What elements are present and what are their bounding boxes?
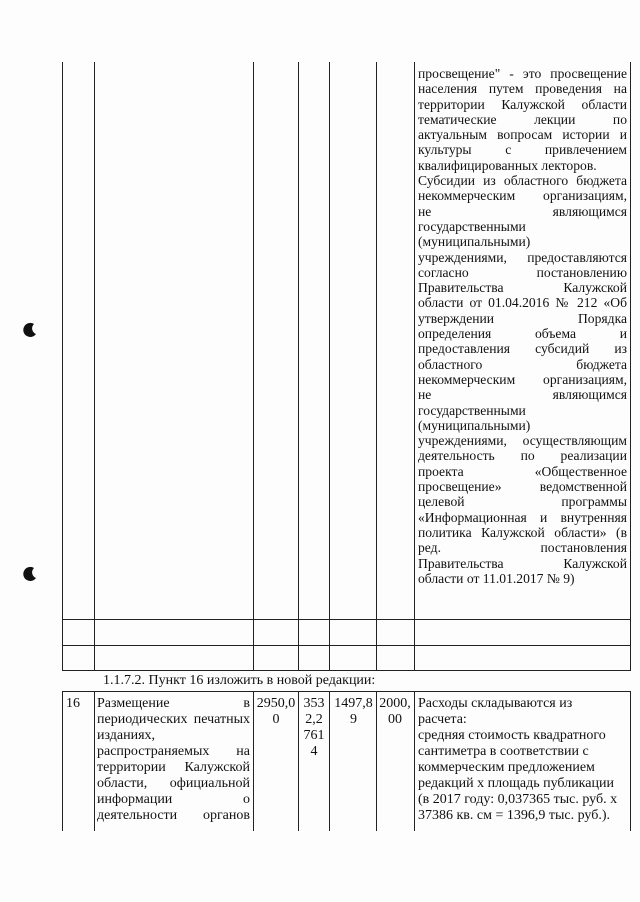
lower-table-col-divider-2 bbox=[253, 691, 254, 831]
text-line: Субсидии из областного бюджета bbox=[418, 173, 627, 189]
upper-table-border-right bbox=[630, 62, 631, 670]
text-line: утверждении Порядка bbox=[418, 310, 627, 326]
text-line: области от 11.01.2017 № 9) bbox=[418, 570, 575, 586]
text-line: населения путем проведения на bbox=[418, 81, 627, 97]
text-line: согласно постановлению bbox=[418, 264, 627, 280]
text-line: 2000, bbox=[379, 696, 411, 711]
text-line: Расходы складываются из bbox=[418, 696, 573, 711]
upper-table-col-divider-1 bbox=[94, 62, 95, 670]
upper-table-col-divider-2 bbox=[253, 62, 254, 670]
text-line: 0 bbox=[272, 712, 280, 727]
text-line: периодических печатных bbox=[97, 712, 250, 727]
text-line: области, официальной bbox=[97, 776, 250, 791]
text-line: 761 bbox=[303, 728, 325, 743]
text-line: (муниципальными) bbox=[418, 234, 531, 250]
text-line: (в 2017 году: 0,037365 тыс. руб. х bbox=[418, 792, 618, 807]
item-justification-cell bbox=[418, 696, 630, 824]
lower-table-border-left bbox=[62, 691, 63, 831]
text-line: государственными bbox=[418, 402, 526, 418]
text-line: некоммерческим организациям, bbox=[418, 371, 627, 387]
text-line: распространяемых на bbox=[97, 744, 250, 759]
text-line: области от 01.04.2016 № 212 «Об bbox=[418, 295, 627, 311]
text-line: учреждениями, осуществляющим bbox=[418, 433, 627, 449]
text-line: культуры с привлечением bbox=[418, 142, 627, 158]
text-line: предоставления субсидий из bbox=[418, 341, 627, 357]
text-line: актуальным вопросам истории и bbox=[418, 127, 627, 143]
upper-row-description bbox=[418, 66, 627, 586]
section-heading: 1.1.7.2. Пункт 16 изложить в новой редакции: bbox=[103, 673, 376, 688]
item-number-cell bbox=[66, 696, 92, 712]
text-line: «Информационная и внутренняя bbox=[418, 509, 627, 525]
item-total-cell bbox=[255, 696, 297, 728]
lower-table-col-divider-1 bbox=[94, 691, 95, 831]
text-line: учреждениями, предоставляются bbox=[418, 249, 627, 265]
lower-table-border-top bbox=[62, 691, 631, 692]
text-line: целевой программы bbox=[418, 494, 627, 510]
upper-table-row-divider-2 bbox=[62, 645, 631, 646]
text-line: изданиях, bbox=[97, 728, 156, 743]
text-line: Правительства Калужской bbox=[418, 555, 627, 571]
text-line: деятельность по реализации bbox=[418, 448, 627, 464]
text-line: ред. постановления bbox=[418, 540, 627, 556]
text-line: не являющимся bbox=[418, 387, 627, 403]
item-number: 16 bbox=[66, 696, 80, 711]
text-line: политика Калужской области» (в bbox=[418, 524, 627, 540]
text-line: государственными bbox=[418, 218, 526, 234]
binding-mark-icon bbox=[22, 566, 38, 582]
text-line: квалифицированных лекторов. bbox=[418, 157, 597, 173]
text-line: 00 bbox=[388, 712, 402, 727]
text-line: территории Калужской bbox=[97, 760, 250, 775]
item-2019-cell bbox=[377, 696, 413, 728]
upper-table-row-divider-1 bbox=[62, 619, 631, 620]
text-line: 37386 кв. см = 1396,9 тыс. руб.). bbox=[418, 808, 611, 823]
text-line: 353 bbox=[303, 696, 325, 711]
text-line: информации о bbox=[97, 792, 250, 807]
text-line: не являющимся bbox=[418, 203, 627, 219]
lower-table-col-divider-6 bbox=[414, 691, 415, 831]
text-line: территории Калужской области bbox=[418, 96, 627, 112]
upper-table-col-divider-5 bbox=[376, 62, 377, 670]
upper-table-col-divider-6 bbox=[414, 62, 415, 670]
upper-table-col-divider-4 bbox=[329, 62, 330, 670]
lower-table-col-divider-3 bbox=[298, 691, 299, 831]
text-line: 4 bbox=[310, 744, 318, 759]
text-line: сантиметра в соответствии с bbox=[418, 744, 589, 759]
upper-table-border-bottom bbox=[62, 670, 631, 671]
binding-mark-icon bbox=[22, 322, 38, 338]
upper-table-border-left bbox=[62, 62, 63, 670]
text-line: Правительства Калужской bbox=[418, 280, 627, 296]
text-line: областного бюджета bbox=[418, 356, 627, 372]
text-line: определения объема и bbox=[418, 326, 627, 342]
text-line: коммерческим предложением bbox=[418, 760, 595, 775]
text-line: 2950,0 bbox=[256, 696, 296, 711]
text-line: деятельности органов bbox=[97, 808, 250, 823]
item-2017-cell bbox=[300, 696, 328, 760]
text-line: тематические лекции по bbox=[418, 111, 627, 127]
text-line: 9 bbox=[350, 712, 357, 727]
text-line: 1497,8 bbox=[334, 696, 373, 711]
item-2018-cell bbox=[331, 696, 376, 728]
text-line: 2,2 bbox=[305, 712, 323, 727]
text-line: (муниципальными) bbox=[418, 417, 531, 433]
text-line: средняя стоимость квадратного bbox=[418, 728, 606, 743]
text-line: проекта «Общественное bbox=[418, 463, 627, 479]
text-line: просвещение" - это просвещение bbox=[418, 66, 627, 81]
text-line: расчета: bbox=[418, 712, 467, 727]
lower-table-col-divider-4 bbox=[329, 691, 330, 831]
text-line: редакций х площадь публикации bbox=[418, 776, 614, 791]
upper-table-col-divider-3 bbox=[298, 62, 299, 670]
lower-table-border-right bbox=[630, 691, 631, 831]
item-name-cell bbox=[97, 696, 250, 824]
text-line: просвещение» ведомственной bbox=[418, 479, 627, 495]
text-line: Размещение в bbox=[97, 696, 250, 711]
text-line: некоммерческим организациям, bbox=[418, 188, 627, 204]
